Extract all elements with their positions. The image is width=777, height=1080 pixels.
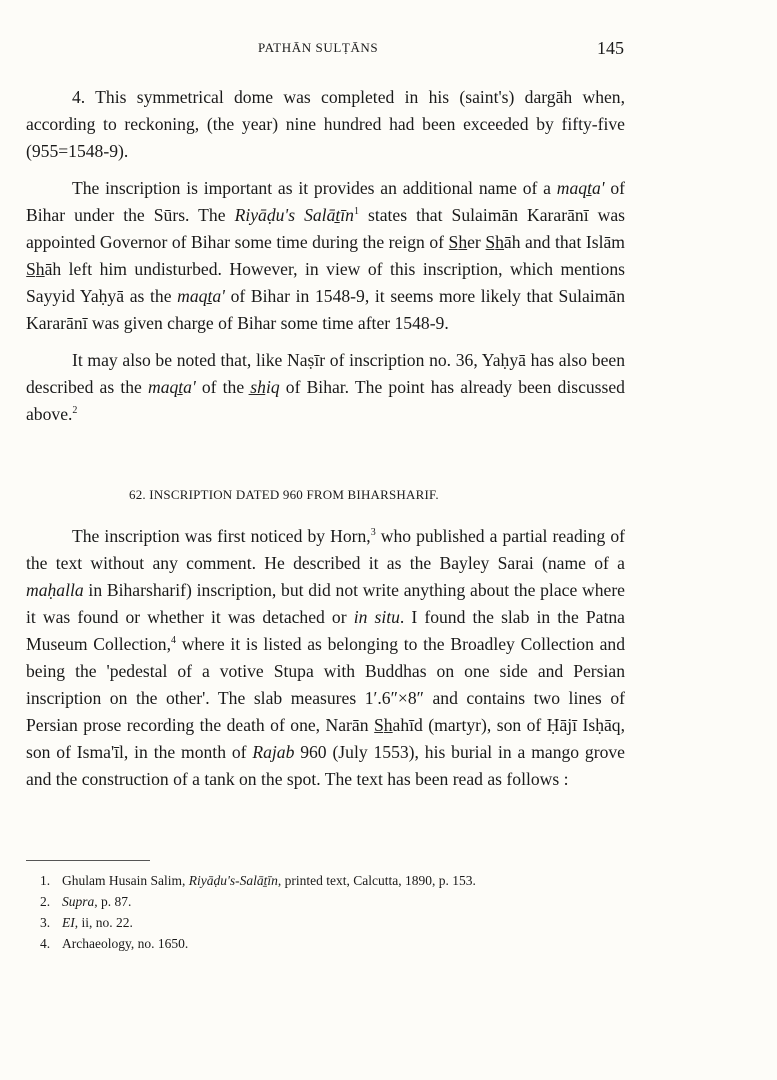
italic-term: maqṯa' bbox=[147, 377, 196, 397]
page-number: 145 bbox=[597, 38, 624, 58]
italic-term: in situ bbox=[353, 607, 400, 627]
footnote-4: 4. Archaeology, no. 1650. bbox=[40, 936, 189, 951]
italic-title: Riyāḍu's Salāṯīn bbox=[234, 205, 354, 225]
footnotes bbox=[40, 870, 620, 954]
italic-term: maqṯa' bbox=[177, 286, 225, 306]
footnote-ref-3: 3 bbox=[370, 527, 376, 539]
section-heading: 62. INSCRIPTION DATED 960 FROM BIHARSHARIF. bbox=[129, 487, 439, 502]
italic-term: maqṯa' bbox=[556, 178, 605, 198]
paragraph-1: 4. This symmetrical dome was completed in his (saint's) dargāh when, according to reckoning, (the year) nine hundred had been exceeded by fifty-five (955=1548-9). bbox=[26, 87, 625, 161]
footnote-ref-4: 4 bbox=[171, 635, 176, 647]
footnote-ref-2: 2 bbox=[72, 405, 78, 417]
paragraph-4: The inscription was first noticed by Horn,$^3$ who published a partial reading of the text without any comment. He described it as the Bayley Sarai (name of a maḥalla in Biharsharif) inscription, but did not write anything about the place where it was found or whether it was detached or in situ. I found the slab in the Patna Museum Collection,$^4$ where it is listed as belonging to the Broadley Collection and being the 'pedestal of a votive Stupa with Buddhas on one side and Persian inscription on the other'. The slab measures 1′.6″×8″ and contains two lines of Persian prose recording the death of one, Narān S̲h̲ahīd (martyr), son of Ḥājī Isḥāq, son of Isma'īl, in the month of Rajab 960 (July 1553), his burial in a mango grove and the construction of a tank on the spot. The text has been read as follows : bbox=[26, 526, 625, 789]
footnote-2: 2. Supra, p. 87. bbox=[40, 894, 132, 909]
footnote-ref-1: 1 bbox=[353, 206, 359, 218]
paragraph-2: The inscription is important as it provides an additional name of a maqṯa' of Bihar under the Sūrs. The Riyāḍu's Salāṯīn$^1$ states that Sulaimān Kararānī was appointed Governor of Bihar some time during the reign of S̲h̲er S̲h̲āh and that Islām S̲h̲āh left him undisturbed. However, in view of this inscription, which mentions Sayyid Yaḥyā as the maqṯa' of Bihar in 1548-9, it seems more likely that Sulaimān Kararānī was given charge of Bihar some time after 1548-9. bbox=[26, 178, 626, 333]
italic-term: maḥalla bbox=[26, 580, 84, 600]
running-head: PATHĀN SULṬĀNS bbox=[258, 40, 379, 55]
footnote-divider bbox=[26, 860, 150, 861]
italic-term: Rajab bbox=[252, 742, 295, 762]
footnote-1: 1. Ghulam Husain Salim, Riyāḍu's-Salāṯīn, printed text, Calcutta, 1890, p. 153. bbox=[40, 873, 476, 888]
body-text-upper bbox=[26, 84, 625, 428]
body-text-lower bbox=[26, 523, 625, 793]
footnote-3: 3. EI, ii, no. 22. bbox=[40, 915, 133, 930]
paragraph-3: It may also be noted that, like Naṣīr of inscription no. 36, Yaḥyā has also been described as the maqṯa' of the s̲h̲iq of Bihar. The point has already been discussed above.$^2$ bbox=[26, 350, 625, 424]
italic-term: s̲h̲iq bbox=[250, 377, 280, 397]
